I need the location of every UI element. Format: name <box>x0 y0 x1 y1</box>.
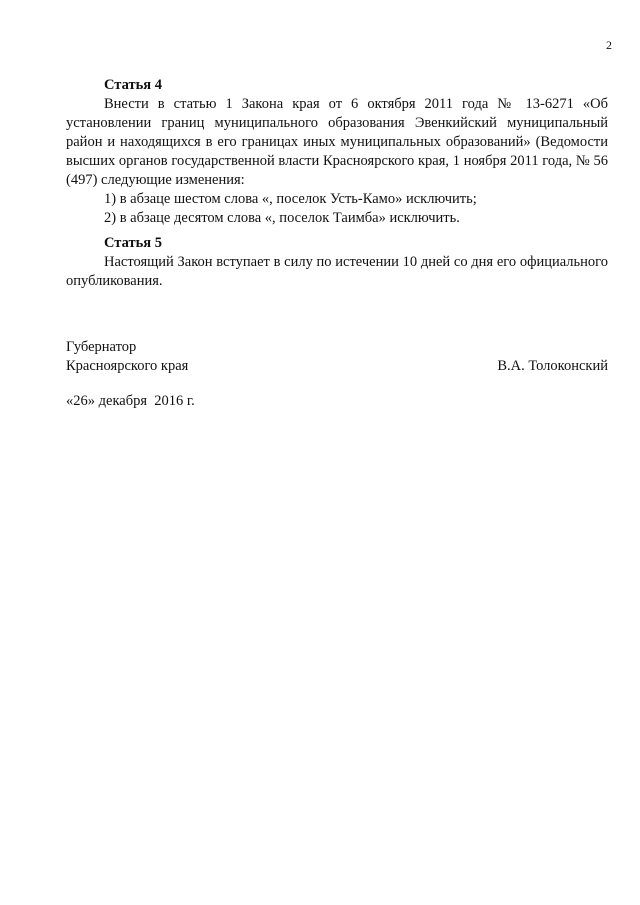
article-4-text: Внести в статью 1 Закона края от 6 октября 2011 года № 13-6271 «Об установлении границ муниципального образования Эвенкийский муниципальный район и находящихся в его границах иных муниципальных образований» (Ведомости высших органов государственной власти Красноярского края, 1 ноября 2011 года, № 56 (497) следующие изменения: <box>66 96 608 188</box>
signatory-name: В.А. Толоконский <box>497 358 608 374</box>
signature-title-line2: Красноярского края <box>66 358 189 374</box>
article-4 <box>66 76 608 228</box>
article-4-item-1: 1) в абзаце шестом слова «, поселок Усть-Камо» исключить; <box>104 191 477 207</box>
article-5-text: Настоящий Закон вступает в силу по истечении 10 дней со дня его официального опубликования. <box>66 254 608 289</box>
page-number: 2 <box>606 38 612 52</box>
article-4-heading: Статья 4 <box>104 77 162 93</box>
article-5 <box>66 234 608 291</box>
article-4-item-2: 2) в абзаце десятом слова «, поселок Таимба» исключить. <box>104 210 460 226</box>
document-date: «26» декабря 2016 г. <box>66 393 195 409</box>
signature-title-line1: Губернатор <box>66 339 137 355</box>
signature-row <box>66 357 608 376</box>
article-5-heading: Статья 5 <box>104 235 162 251</box>
signature-block <box>66 338 608 376</box>
